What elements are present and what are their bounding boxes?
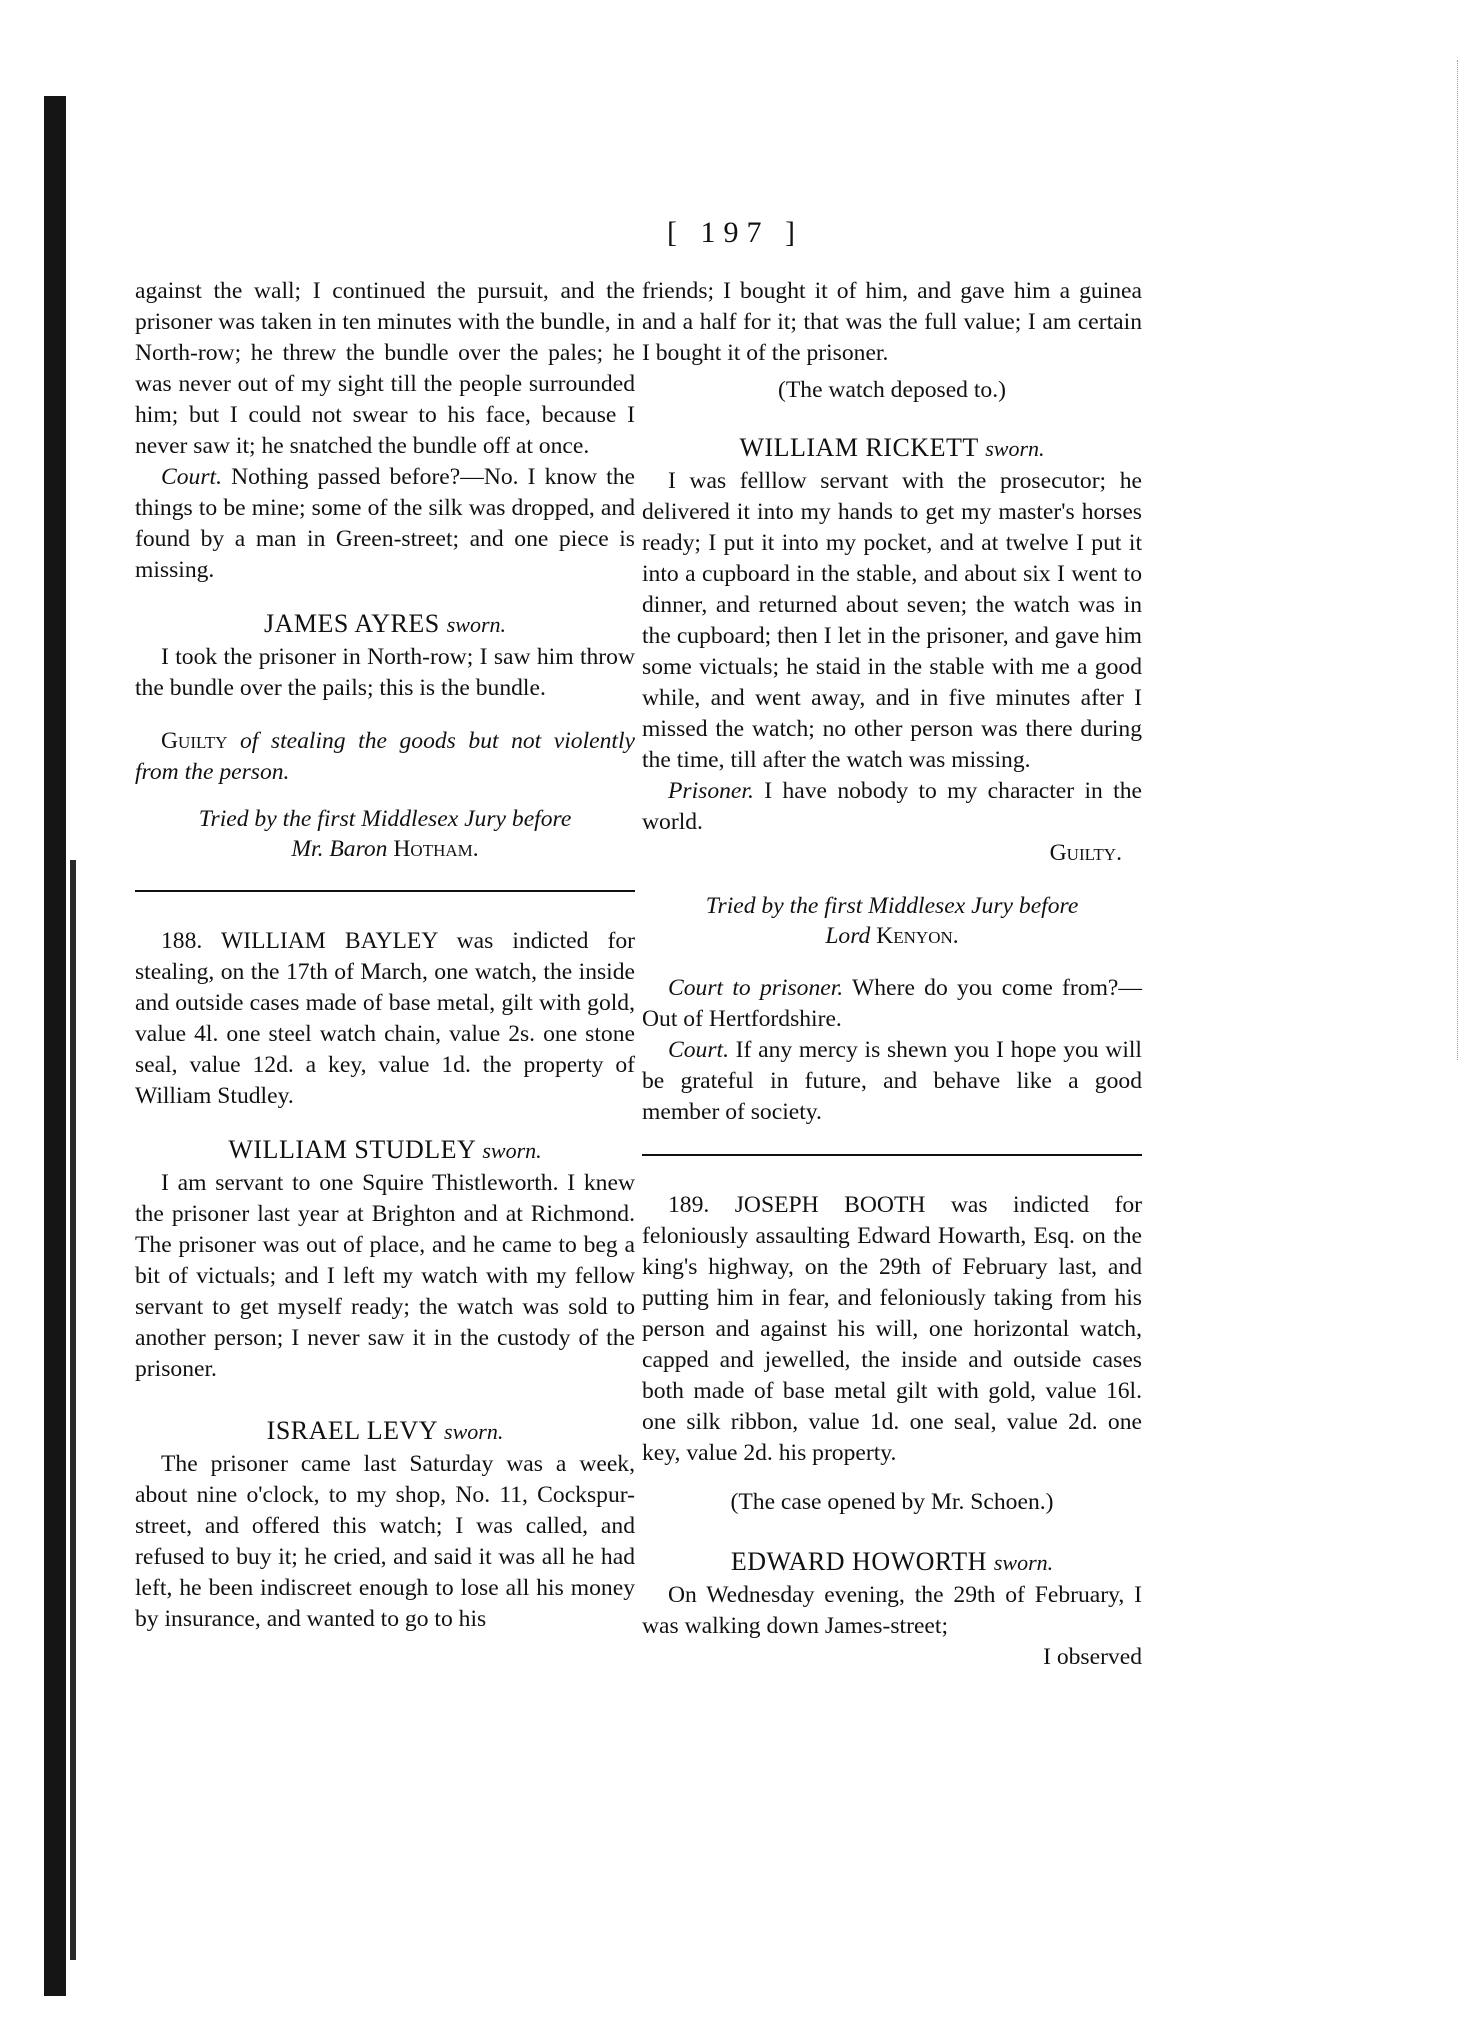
witness-name: EDWARD HOWORTH [730,1547,994,1576]
right-column [642,276,1142,1673]
witness-name: JAMES AYRES [263,609,447,638]
witness-name: ISRAEL LEVY [266,1416,445,1445]
witness-heading-howorth [642,1546,1142,1578]
tried-line-1: Tried by the first Middlesex Jury before [198,806,572,832]
judge-name: Kenyon. [876,923,959,949]
judge-name: Hotham. [393,836,479,862]
verdict-detail: of stealing the goods but not violently from the person. [135,728,635,785]
page-edge [1456,60,1458,1060]
witness-name: WILLIAM RICKETT [739,433,986,462]
tried-line-2: Lord [825,923,877,949]
testimony-continuation: against the wall; I continued the pursuit, and the prisoner was taken in ten minutes with the bundle, in North-row; he threw the bundle over the pales; he was never out of my sight till the people surrounded him; but I could not swear to his face, because I never saw it; he snatched the bundle off at once. [135,278,635,459]
testimony-levy-continuation: friends; I bought it of him, and gave him a guinea and a half for it; that was the full value; I am certain I bought it of the prisoner. [642,278,1142,366]
witness-name: WILLIAM STUDLEY [228,1135,483,1164]
verdict-guilty: Guilty. [1049,840,1122,866]
testimony-rickett: I was felllow servant with the prosecutor; he delivered it into my hands to get my master's horses ready; I put it into my pocket, and at twelve I put it into a cupboard in the stable, and about six I went to dinner, and returned about seven; the watch was in the cupboard; then I let in the prisoner, and gave him some victuals; he staid in the stable with me a good while, and went away, and in five minutes after I missed the watch; no other person was there during the time, till after the watch was missing. [642,468,1142,773]
case-189-indictment: 189. JOSEPH BOOTH was indicted for feloniously assaulting Edward Howarth, Esq. on the king's highway, on the 29th of February last, and putting him in fear, and feloniously taking from his person and against his will, one horizontal watch, capped and jewelled, the inside and outside cases both made of base metal gilt with gold, value 16l. one silk ribbon, value 1d. one seal, value 2d. one key, value 2d. his property. [642,1192,1142,1466]
book-binding-edge [44,96,66,1996]
prisoner-text: I have nobody to my character in the world. [642,778,1142,835]
sworn-label: sworn. [446,612,507,637]
witness-heading-studley [135,1134,635,1166]
stage-note-deposed: (The watch deposed to.) [778,377,1006,403]
witness-heading-levy [135,1415,635,1447]
tried-by [135,804,635,864]
tried-line-2: Mr. Baron [291,836,394,862]
speaker-label: Court. [668,1037,729,1063]
catchword: I observed [1043,1644,1142,1670]
verdict-word: Guilty [161,728,228,754]
court-mercy [642,1035,1142,1128]
sworn-label: sworn. [482,1138,542,1163]
witness-heading-rickett [642,432,1142,464]
page-number: [ 197 ] [667,216,803,249]
testimony-howorth: On Wednesday evening, the 29th of February, I was walking down James-street; [642,1582,1142,1639]
testimony-studley: I am servant to one Squire Thistleworth. I knew the prisoner last year at Brighton and at Richmond. The prisoner was out of place, and he came to beg a bit of victuals; and I left my watch with my fellow servant to get myself ready; the watch was sold to another person; I never saw it in the custody of the prisoner. [135,1170,635,1382]
testimony-ayres: I took the prisoner in North-row; I saw him throw the bundle over the pails; this is the bundle. [135,644,635,701]
left-column [135,276,635,1635]
book-binding-shadow [70,860,76,1960]
speaker-label: Court. [161,464,222,490]
court-text: Nothing passed before?—No. I know the things to be mine; some of the silk was dropped, and found by a man in Green-street; and one piece is missing. [135,464,635,583]
witness-heading-ayres [135,608,635,640]
stage-note-case-opened: (The case opened by Mr. Schoen.) [730,1489,1054,1515]
court-question [135,462,635,586]
court-to-prisoner [642,973,1142,1035]
speaker-label: Prisoner. [668,778,754,804]
prisoner-statement [642,776,1142,838]
verdict [135,726,635,788]
sworn-label: sworn. [444,1419,504,1444]
section-divider [642,1154,1142,1156]
sworn-label: sworn. [985,436,1045,461]
court-text: Where do you come from?—Out of Hertfordshire. [642,975,1142,1032]
tried-by [642,891,1142,951]
sworn-label: sworn. [993,1550,1054,1575]
testimony-levy: The prisoner came last Saturday was a week, about nine o'clock, to my shop, No. 11, Cockspur-street, and offered this watch; I was called, and refused to buy it; he cried, and said it was all he had left, he been indiscreet enough to lose all his money by insurance, and wanted to go to his [135,1451,635,1632]
case-188-indictment: 188. WILLIAM BAYLEY was indicted for stealing, on the 17th of March, one watch, the inside and outside cases made of base metal, gilt with gold, value 4l. one steel watch chain, value 2s. one stone seal, value 12d. a key, value 1d. the property of William Studley. [135,928,635,1109]
tried-line-1: Tried by the first Middlesex Jury before [705,893,1079,919]
court-text: If any mercy is shewn you I hope you will be grateful in future, and behave like a good member of society. [642,1037,1142,1125]
section-divider [135,890,635,892]
speaker-label: Court to prisoner. [668,975,844,1001]
